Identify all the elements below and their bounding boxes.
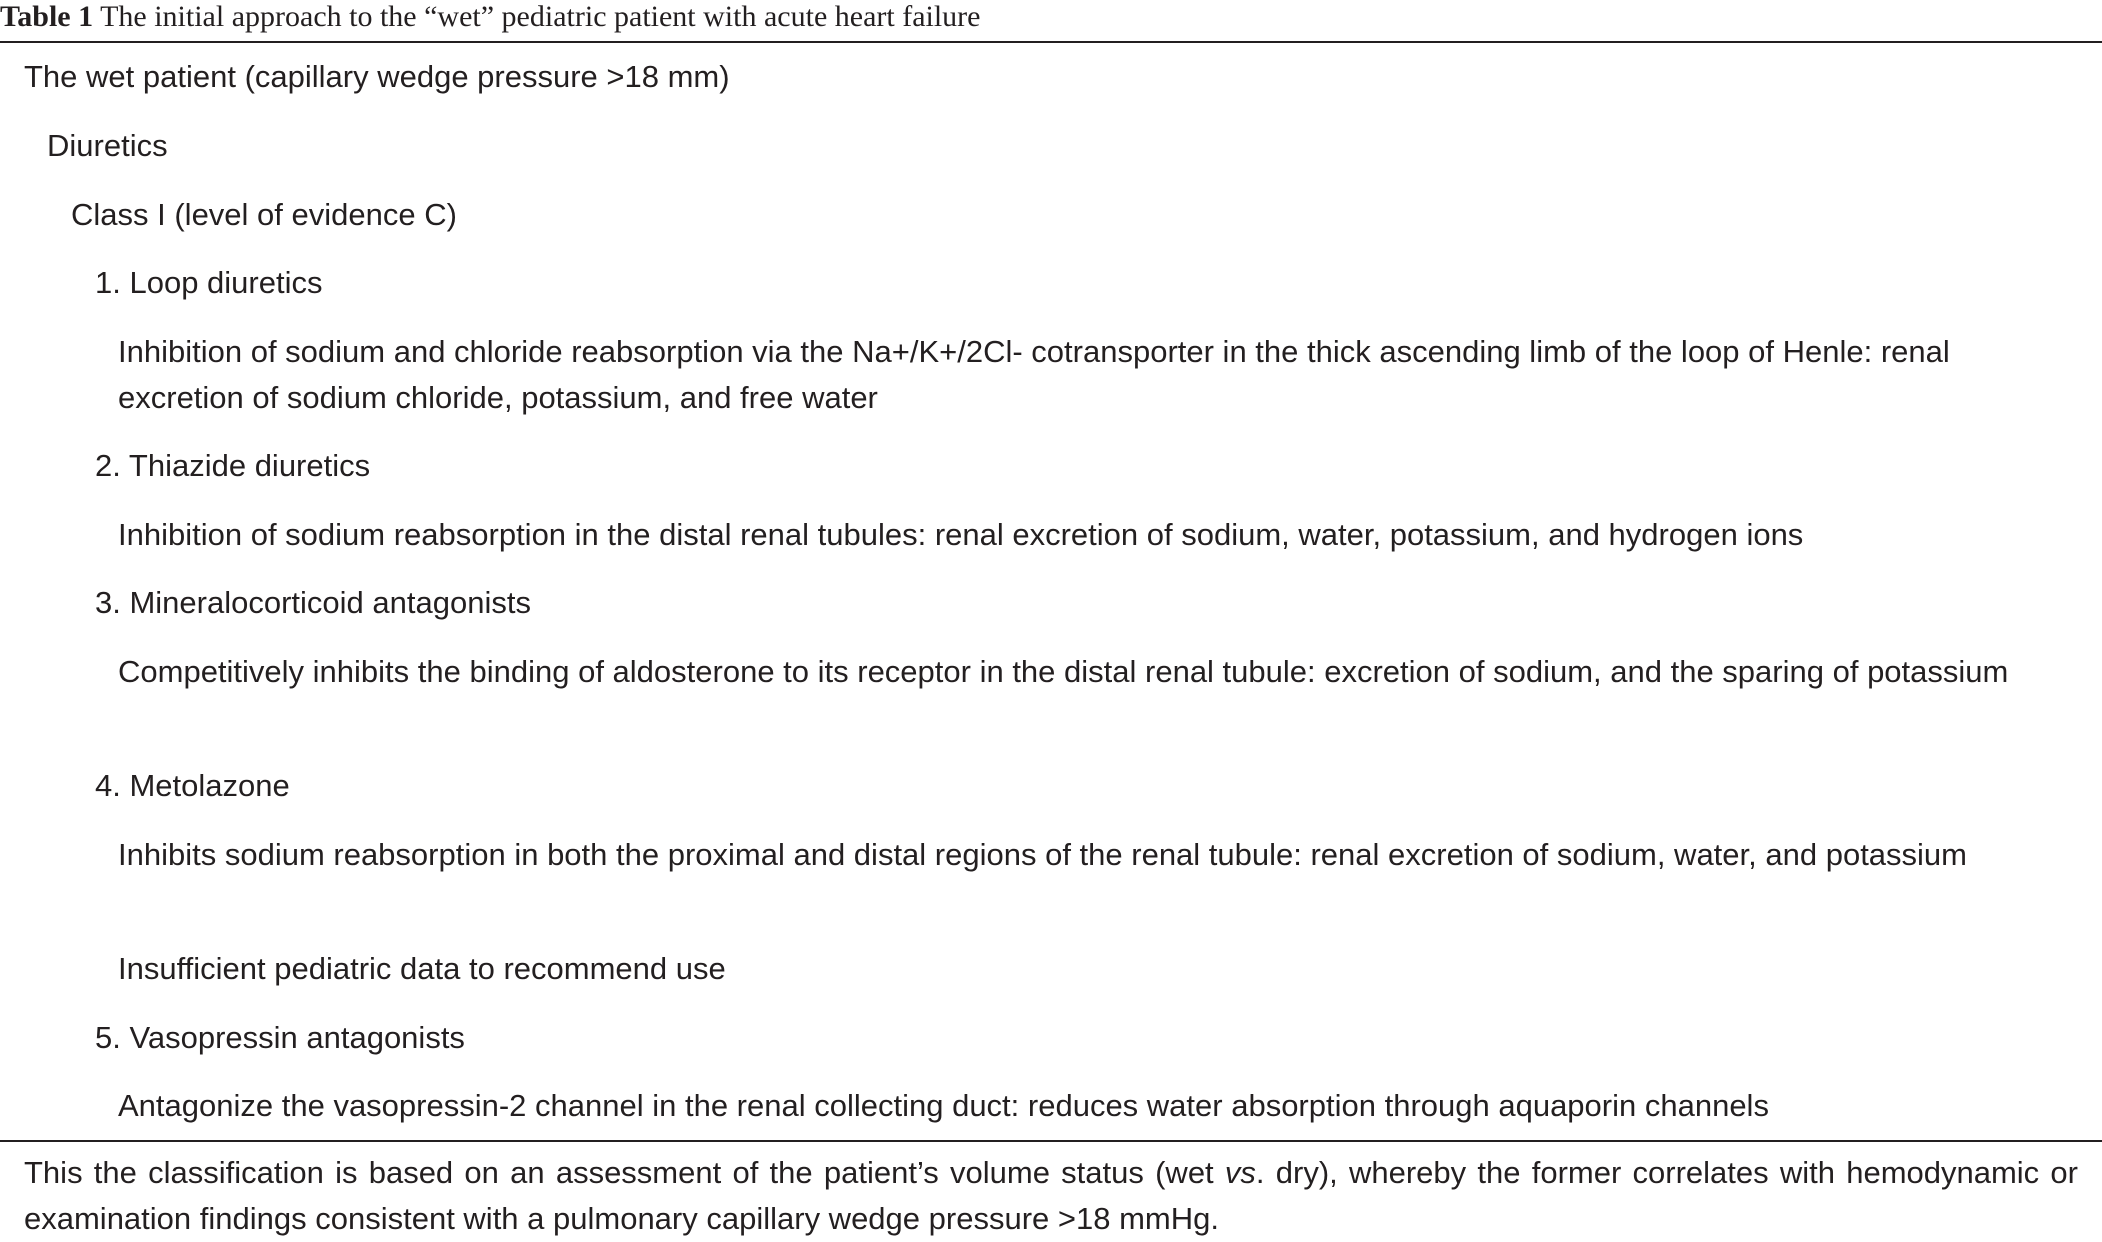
category-row: Diuretics [47, 128, 168, 163]
footnote-vs: vs [1224, 1155, 1256, 1190]
footnote-text-start: This the classification is based on an assessment of the patient’s volume status (wet [24, 1155, 1225, 1190]
top-rule [0, 41, 2102, 43]
list-item-vasopressin-antagonists-desc: Antagonize the vasopressin-2 channel in the renal collecting duct: reduces water absorption through aquaporin channels [118, 1088, 1769, 1123]
table-caption: The initial approach to the “wet” pediatric patient with acute heart failure [100, 0, 981, 33]
list-item-thiazide-diuretics: 2. Thiazide diuretics [95, 448, 371, 483]
list-item-metolazone: 4. Metolazone [95, 768, 290, 803]
footnote-text-end: . dry), whereby the former correlates with hemodynamic or examination findings consistent with a pulmonary capillary wedge pressure >18 mmHg. [24, 1155, 2078, 1236]
class-row: Class I (level of evidence C) [71, 197, 457, 232]
list-item-loop-diuretics: 1. Loop diuretics [95, 265, 323, 300]
list-item-vasopressin-antagonists: 5. Vasopressin antagonists [95, 1020, 465, 1055]
list-item-metolazone-desc: Inhibits sodium reabsorption in both the proximal and distal regions of the renal tubule: renal excretion of sodium, water, and potassium [118, 837, 1967, 872]
bottom-rule [0, 1140, 2102, 1142]
list-item-loop-diuretics-desc: Inhibition of sodium and chloride reabsorption via the Na+/K+/2Cl- cotransporter in the thick ascending limb of the loop of Henle: renal excretion of sodium chloride, potassium, and free water [118, 334, 1950, 415]
table-footnote [24, 1150, 2078, 1242]
list-item-mineralocorticoid-antagonists-desc: Competitively inhibits the binding of aldosterone to its receptor in the distal renal tubule: excretion of sodium, and the sparing of potassium [118, 654, 2009, 689]
list-item-mineralocorticoid-antagonists: 3. Mineralocorticoid antagonists [95, 585, 531, 620]
table-title [0, 0, 981, 34]
list-item-thiazide-diuretics-desc: Inhibition of sodium reabsorption in the distal renal tubules: renal excretion of sodium, water, potassium, and hydrogen ions [118, 517, 1804, 552]
heading-row: The wet patient (capillary wedge pressure >18 mm) [24, 59, 730, 94]
list-item-metolazone-note: Insufficient pediatric data to recommend use [118, 951, 726, 986]
table-label: Table 1 [0, 0, 94, 33]
